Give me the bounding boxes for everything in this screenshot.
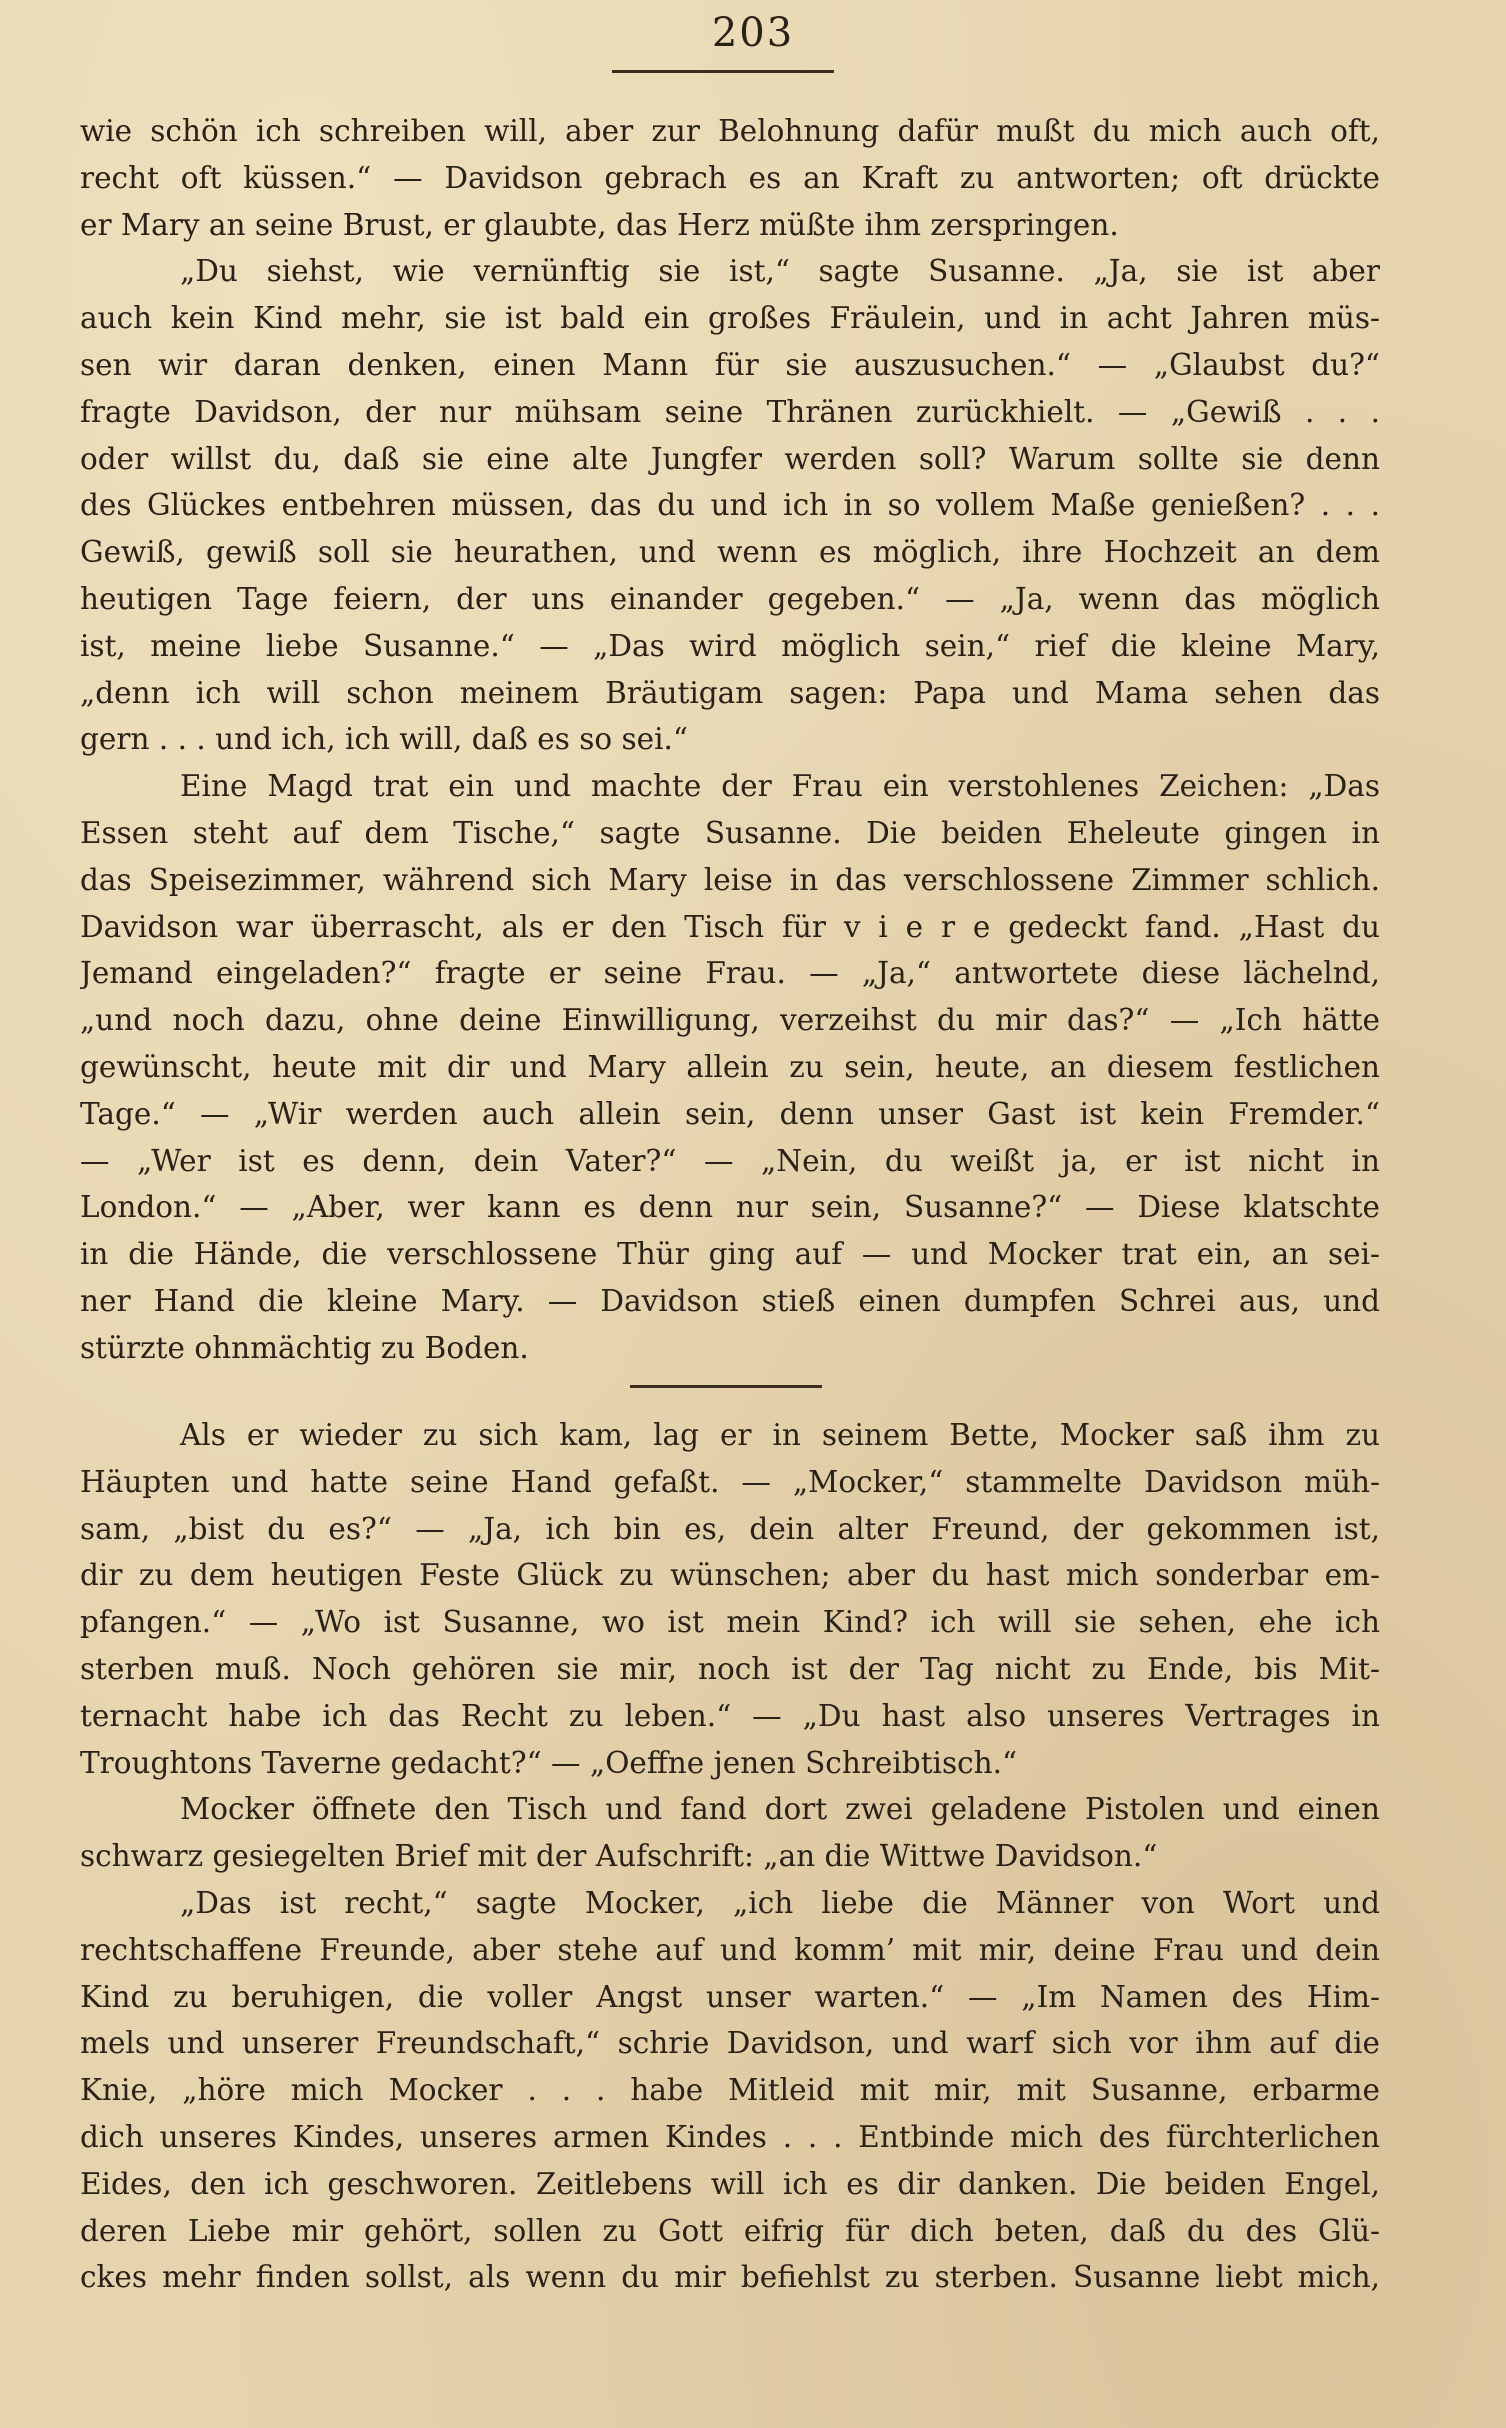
text-line: auch kein Kind mehr, sie ist bald ein großes Fräulein, und in acht Jahren müs- <box>80 301 1380 336</box>
text-line: er Mary an seine Brust, er glaubte, das Herz müßte ihm zerspringen. <box>80 207 1119 242</box>
text-line: ternacht habe ich das Recht zu leben.“ — „Du hast also unseres Vertrages in <box>80 1698 1380 1733</box>
section-divider <box>630 1385 822 1388</box>
text-line: stürzte ohnmächtig zu Boden. <box>80 1330 529 1365</box>
text-line: oder willst du, daß sie eine alte Jungfer werden soll? Warum sollte sie denn <box>80 441 1380 476</box>
text-line: Essen steht auf dem Tische,“ sagte Susanne. Die beiden Eheleute gingen in <box>80 815 1380 850</box>
text-line: Häupten und hatte seine Hand gefaßt. — „Mocker,“ stammelte Davidson müh- <box>80 1464 1380 1499</box>
text-line: fragte Davidson, der nur mühsam seine Thränen zurückhielt. — „Gewiß . . . <box>80 394 1380 429</box>
text-line: „und noch dazu, ohne deine Einwilligung, verzeihst du mir das?“ — „Ich hätte <box>80 1003 1380 1038</box>
text-line: sterben muß. Noch gehören sie mir, noch ist der Tag nicht zu Ende, bis Mit- <box>80 1651 1380 1686</box>
text-line: Gewiß, gewiß soll sie heurathen, und wenn es möglich, ihre Hochzeit an dem <box>80 535 1380 570</box>
text-line: „denn ich will schon meinem Bräutigam sagen: Papa und Mama sehen das <box>80 675 1380 710</box>
text-line: Kind zu beruhigen, die voller Angst unser warten.“ — „Im Namen des Him- <box>80 1979 1380 2014</box>
text-line: des Glückes entbehren müssen, das du und ich in so vollem Maße genießen? . . . <box>80 488 1380 523</box>
text-line: London.“ — „Aber, wer kann es denn nur sein, Susanne?“ — Diese klatschte <box>80 1190 1380 1225</box>
header-rule <box>612 70 834 73</box>
text-line: dir zu dem heutigen Feste Glück zu wünschen; aber du hast mich sonderbar em- <box>80 1558 1380 1593</box>
text-line: das Speisezimmer, während sich Mary leise in das verschlossene Zimmer schlich. <box>80 862 1380 897</box>
text-line: Knie, „höre mich Mocker . . . habe Mitleid mit mir, mit Susanne, erbarme <box>80 2073 1380 2108</box>
text-line: ist, meine liebe Susanne.“ — „Das wird möglich sein,“ rief die kleine Mary, <box>80 628 1380 663</box>
text-line: sam, „bist du es?“ — „Ja, ich bin es, dein alter Freund, der gekommen ist, <box>80 1511 1380 1546</box>
text-section-2 <box>80 1412 1380 2301</box>
text-section-1 <box>80 108 1380 1372</box>
text-line: deren Liebe mir gehört, sollen zu Gott eifrig für dich beten, daß du des Glü- <box>80 2213 1380 2248</box>
text-line: Troughtons Taverne gedacht?“ — „Oeffne jenen Schreibtisch.“ <box>80 1745 1018 1780</box>
text-line: dich unseres Kindes, unseres armen Kindes . . . Entbinde mich des fürchterlichen <box>80 2119 1380 2154</box>
text-line: ner Hand die kleine Mary. — Davidson stieß einen dumpfen Schrei aus, und <box>80 1283 1380 1318</box>
text-line: ckes mehr finden sollst, als wenn du mir befiehlst zu sterben. Susanne liebt mich, <box>80 2260 1380 2295</box>
text-line: Als er wieder zu sich kam, lag er in seinem Bette, Mocker saß ihm zu <box>180 1418 1380 1452</box>
text-line: „Du siehst, wie vernünftig sie ist,“ sagte Susanne. „Ja, sie ist aber <box>180 254 1380 289</box>
text-line: Mocker öffnete den Tisch und fand dort zwei geladene Pistolen und einen <box>180 1792 1380 1827</box>
text-line: mels und unserer Freundschaft,“ schrie Davidson, und warf sich vor ihm auf die <box>80 2026 1380 2061</box>
text-line: Davidson war überrascht, als er den Tisch für v i e r e gedeckt fand. „Hast du <box>80 909 1380 944</box>
text-line: Eine Magd trat ein und machte der Frau ein verstohlenes Zeichen: „Das <box>180 769 1380 804</box>
text-line: wie schön ich schreiben will, aber zur Belohnung dafür mußt du mich auch oft, <box>80 114 1380 148</box>
text-line: rechtschaffene Freunde, aber stehe auf und komm’ mit mir, deine Frau und dein <box>80 1932 1380 1967</box>
text-line: heutigen Tage feiern, der uns einander gegeben.“ — „Ja, wenn das möglich <box>80 581 1380 616</box>
text-line: gewünscht, heute mit dir und Mary allein zu sein, heute, an diesem festlichen <box>80 1049 1380 1084</box>
text-line: recht oft küssen.“ — Davidson gebrach es an Kraft zu antworten; oft drückte <box>80 160 1380 195</box>
text-line: pfangen.“ — „Wo ist Susanne, wo ist mein Kind? ich will sie sehen, ehe ich <box>80 1605 1380 1640</box>
text-line: Tage.“ — „Wir werden auch allein sein, denn unser Gast ist kein Fremder.“ <box>80 1096 1380 1131</box>
text-line: sen wir daran denken, einen Mann für sie auszusuchen.“ — „Glaubst du?“ <box>80 347 1380 382</box>
text-line: in die Hände, die verschlossene Thür ging auf — und Mocker trat ein, an sei- <box>80 1237 1380 1272</box>
page-number: 203 <box>711 10 795 56</box>
text-line: Eides, den ich geschworen. Zeitlebens will ich es dir danken. Die beiden Engel, <box>80 2166 1380 2201</box>
text-line: — „Wer ist es denn, dein Vater?“ — „Nein, du weißt ja, er ist nicht in <box>80 1143 1380 1178</box>
text-line: Jemand eingeladen?“ fragte er seine Frau. — „Ja,“ antwortete diese lächelnd, <box>80 956 1380 991</box>
text-line: gern . . . und ich, ich will, daß es so sei.“ <box>80 722 688 757</box>
text-line: „Das ist recht,“ sagte Mocker, „ich liebe die Männer von Wort und <box>180 1885 1380 1920</box>
text-line: schwarz gesiegelten Brief mit der Aufschrift: „an die Wittwe Davidson.“ <box>80 1839 1158 1874</box>
